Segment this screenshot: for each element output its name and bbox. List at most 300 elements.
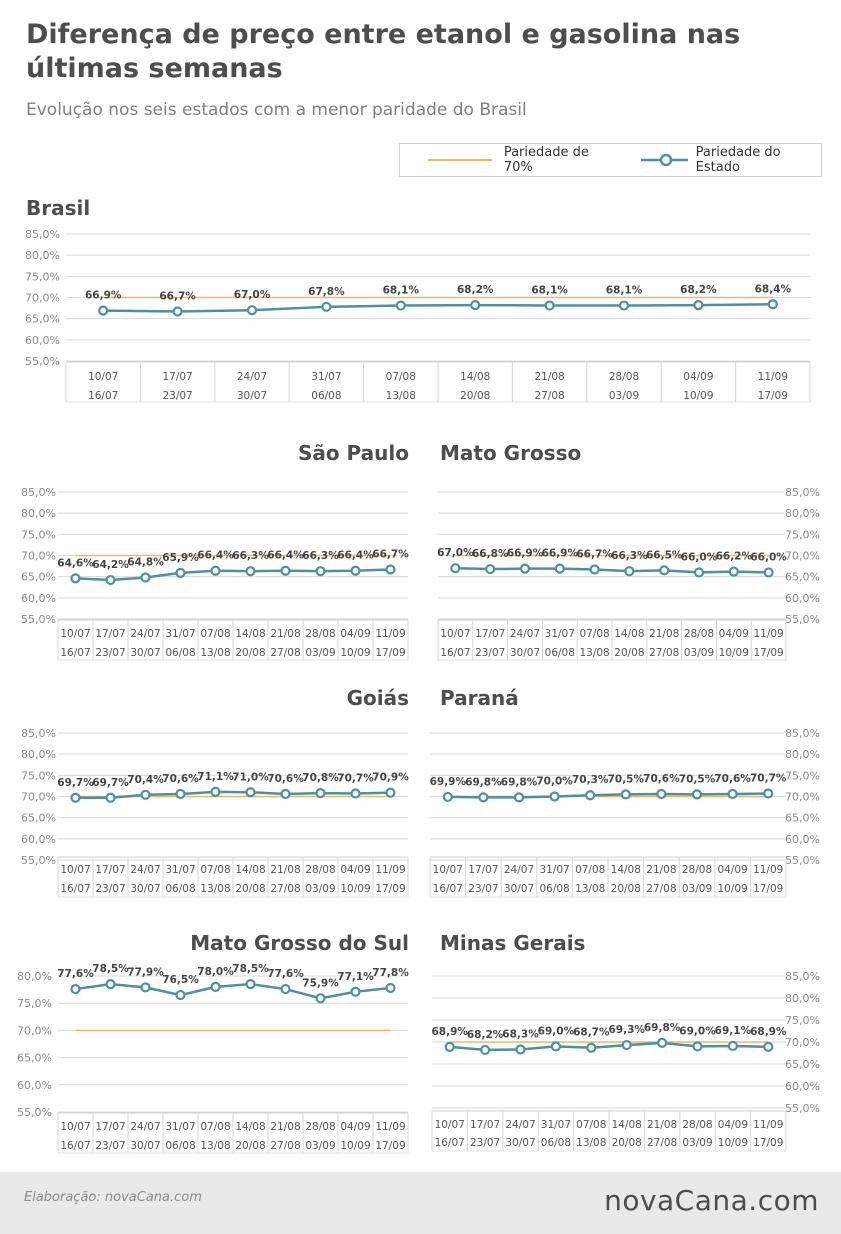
data-label: 77,9% [127, 966, 164, 979]
x-tick-label-end: 30/07 [505, 1137, 536, 1149]
data-point [322, 303, 330, 311]
y-tick-label: 65,0% [21, 570, 56, 584]
x-tick-label-end: 13/08 [579, 647, 610, 659]
data-label: 70,7% [749, 772, 787, 785]
data-point [317, 567, 325, 575]
data-point [517, 1045, 525, 1053]
data-point [99, 307, 107, 315]
data-point [142, 983, 150, 991]
data-label: 78,5% [92, 963, 129, 976]
data-label: 70,3% [571, 774, 609, 787]
data-point [387, 565, 395, 573]
data-label: 64,6% [57, 557, 94, 570]
data-label: 67,0% [233, 289, 271, 302]
data-point [591, 565, 599, 573]
x-tick-label-end: 23/07 [475, 647, 506, 659]
x-tick-label-end: 20/08 [614, 647, 645, 659]
data-label: 68,2% [466, 1028, 504, 1041]
data-point [623, 1041, 631, 1049]
y-tick-label: 65,0% [21, 811, 56, 825]
chart-title-sao-paulo: São Paulo [297, 441, 409, 465]
data-label: 66,9% [84, 289, 122, 302]
x-tick-label-end: 10/09 [340, 883, 371, 895]
data-label: 68,9% [750, 1025, 787, 1038]
data-label: 66,3% [611, 550, 648, 563]
x-tick-label-end: 20/08 [235, 647, 266, 659]
x-tick-label-start: 17/07 [469, 1119, 501, 1131]
x-tick-label-end: 16/07 [434, 1137, 465, 1149]
y-tick-label: 85,0% [785, 970, 820, 983]
y-tick-label: 75,0% [785, 1014, 820, 1027]
x-tick-label-start: 24/07 [503, 864, 535, 876]
y-tick-label: 70,0% [21, 790, 56, 804]
chart-title-mato-grosso: Mato Grosso [440, 441, 582, 465]
data-label: 71,1% [197, 770, 234, 783]
data-point [694, 1042, 702, 1050]
x-tick-label-start: 21/08 [270, 1121, 301, 1133]
data-point [521, 565, 529, 573]
data-label: 78,5% [232, 963, 269, 976]
x-tick-label-start: 14/08 [614, 628, 645, 640]
data-point [479, 793, 487, 801]
x-tick-label-start: 17/07 [95, 1121, 126, 1133]
x-tick-label-end: 13/08 [385, 390, 416, 402]
data-point [247, 788, 255, 796]
data-label: 69,8% [643, 1021, 681, 1034]
data-point [107, 576, 115, 584]
x-tick-label-end: 20/08 [610, 883, 641, 895]
x-tick-label-end: 17/09 [375, 1140, 406, 1152]
x-tick-label-end: 20/08 [235, 883, 266, 895]
data-point [556, 565, 564, 573]
y-tick-label: 75,0% [17, 997, 52, 1011]
y-tick-label: 55,0% [785, 1102, 820, 1115]
x-tick-label-start: 04/09 [340, 1121, 371, 1133]
x-tick-label-start: 10/07 [432, 864, 463, 876]
data-label: 69,8% [500, 776, 538, 789]
data-point [282, 985, 290, 993]
data-label: 68,9% [431, 1025, 468, 1038]
data-label: 70,6% [162, 772, 199, 785]
data-point [444, 793, 452, 801]
x-tick-label-start: 17/07 [475, 628, 506, 640]
series-line [455, 568, 768, 572]
y-tick-label: 65,0% [17, 1051, 52, 1065]
data-label: 70,4% [127, 773, 164, 786]
x-tick-label-start: 17/07 [95, 864, 126, 876]
y-tick-label: 55,0% [17, 1106, 52, 1119]
data-label: 66,3% [232, 550, 269, 563]
x-tick-label-start: 14/08 [235, 1121, 266, 1133]
x-tick-label-end: 03/09 [305, 883, 336, 895]
x-tick-label-end: 16/07 [60, 1140, 91, 1152]
legend-series-label: Pariedade do Estado [695, 145, 781, 175]
x-tick-label-start: 17/07 [468, 864, 499, 876]
data-label: 78,0% [197, 965, 234, 978]
x-tick-label-end: 16/07 [432, 883, 463, 895]
x-tick-label-start: 04/09 [717, 1119, 749, 1131]
x-tick-label-start: 21/08 [646, 1119, 678, 1131]
data-label: 69,8% [465, 776, 502, 789]
data-point [486, 565, 494, 573]
data-label: 64,2% [92, 559, 129, 572]
data-point [625, 567, 633, 575]
data-label: 70,5% [678, 773, 716, 786]
data-point [352, 567, 360, 575]
data-point [620, 302, 628, 310]
data-point [622, 790, 630, 798]
data-point [317, 994, 325, 1002]
x-tick-label-start: 17/07 [162, 371, 193, 383]
data-label: 69,7% [92, 776, 129, 789]
x-tick-label-end: 10/09 [683, 390, 714, 402]
brand-logo: novaCana.com [604, 1184, 819, 1217]
x-tick-label-end: 03/09 [305, 647, 336, 659]
data-label: 67,0% [437, 547, 474, 560]
x-tick-label-end: 13/08 [200, 883, 231, 895]
data-label: 70,6% [267, 772, 304, 785]
x-tick-label-end: 23/07 [468, 883, 499, 895]
x-tick-label-start: 11/09 [375, 628, 406, 640]
data-label: 66,9% [541, 547, 579, 560]
y-tick-label: 70,0% [785, 1036, 820, 1049]
data-label: 66,2% [715, 550, 753, 563]
x-tick-label-end: 10/09 [340, 647, 371, 659]
x-tick-label-start: 10/07 [440, 628, 471, 640]
data-label: 77,6% [267, 968, 304, 981]
y-tick-label: 60,0% [785, 1080, 820, 1093]
data-label: 68,3% [502, 1028, 539, 1041]
x-tick-label-start: 07/08 [200, 628, 231, 640]
data-point [72, 985, 80, 993]
x-tick-label-end: 27/08 [646, 883, 677, 895]
data-label: 68,1% [382, 284, 420, 297]
data-point [174, 307, 182, 315]
x-tick-label-start: 28/08 [305, 628, 336, 640]
data-label: 66,0% [750, 551, 787, 564]
data-point [72, 574, 80, 582]
x-tick-label-end: 17/09 [753, 883, 784, 895]
data-point [658, 1039, 666, 1047]
chart-title-parana: Paraná [440, 686, 519, 710]
x-tick-label-start: 24/07 [509, 628, 541, 640]
data-label: 66,7% [159, 290, 196, 303]
y-tick-label: 75,0% [25, 270, 60, 284]
x-tick-label-start: 04/09 [340, 628, 371, 640]
data-point [142, 791, 150, 799]
y-tick-label: 65,0% [785, 570, 820, 584]
x-tick-label-start: 24/07 [130, 1121, 161, 1133]
chart-title-goias: Goiás [346, 686, 409, 710]
x-tick-label-end: 03/09 [305, 1140, 336, 1152]
data-point [546, 302, 554, 310]
x-tick-label-start: 11/09 [375, 864, 406, 876]
data-label: 69,7% [57, 776, 94, 789]
data-point [248, 306, 256, 314]
x-tick-label-start: 14/08 [610, 864, 641, 876]
x-tick-label-end: 30/07 [130, 883, 161, 895]
data-label: 77,8% [372, 966, 409, 979]
x-tick-label-start: 04/09 [340, 864, 371, 876]
x-tick-label-start: 11/09 [753, 628, 784, 640]
x-tick-label-start: 31/07 [165, 628, 196, 640]
x-tick-label-start: 11/09 [753, 864, 784, 876]
data-point [387, 984, 395, 992]
x-tick-label-start: 07/08 [200, 864, 231, 876]
x-tick-label-end: 13/08 [575, 883, 606, 895]
x-tick-label-end: 06/08 [165, 647, 196, 659]
y-tick-label: 85,0% [785, 727, 820, 740]
page-subtitle: Evolução nos seis estados com a menor paridade do Brasil [26, 100, 527, 120]
y-tick-label: 65,0% [25, 312, 60, 326]
x-tick-label-end: 30/07 [509, 647, 541, 659]
x-tick-label-start: 04/09 [718, 628, 749, 640]
x-tick-label-end: 10/09 [340, 1140, 371, 1152]
data-label: 66,7% [372, 548, 409, 561]
y-tick-label: 80,0% [785, 992, 820, 1005]
data-label: 66,8% [471, 548, 509, 561]
data-point [481, 1046, 489, 1054]
data-point [552, 1042, 560, 1050]
x-tick-label-start: 28/08 [305, 1121, 336, 1133]
data-point [446, 1043, 454, 1051]
x-tick-label-end: 23/07 [95, 647, 126, 659]
y-tick-label: 60,0% [785, 591, 820, 605]
y-tick-label: 85,0% [21, 727, 56, 740]
data-label: 68,1% [531, 284, 568, 297]
x-tick-label-start: 14/08 [611, 1119, 642, 1131]
y-tick-label: 85,0% [21, 486, 56, 499]
x-tick-label-end: 10/09 [718, 647, 749, 659]
x-tick-label-end: 17/09 [753, 1137, 784, 1149]
x-tick-label-start: 04/09 [717, 864, 748, 876]
data-label: 68,1% [605, 284, 643, 297]
data-label: 70,6% [643, 772, 680, 785]
data-point [282, 790, 290, 798]
x-tick-label-start: 07/08 [579, 628, 610, 640]
x-tick-label-end: 20/08 [460, 390, 491, 402]
x-tick-label-end: 03/09 [682, 1137, 713, 1149]
data-label: 69,1% [714, 1024, 752, 1037]
page-title: Diferença de preço entre etanol e gasolina nas últimas semanas [26, 19, 741, 84]
x-tick-label-end: 30/07 [130, 647, 161, 659]
x-tick-label-start: 24/07 [130, 628, 161, 640]
x-tick-label-start: 07/08 [385, 371, 416, 383]
x-tick-label-end: 06/08 [311, 390, 342, 402]
x-tick-label-start: 28/08 [683, 628, 715, 640]
data-point [695, 568, 703, 576]
x-tick-label-start: 24/07 [505, 1119, 536, 1131]
x-tick-label-end: 23/07 [95, 883, 126, 895]
series-line [76, 984, 391, 998]
x-tick-label-end: 16/07 [60, 647, 91, 659]
data-label: 69,0% [679, 1025, 716, 1038]
data-point [729, 1042, 737, 1050]
data-point [282, 567, 290, 575]
y-tick-label: 60,0% [785, 832, 820, 846]
x-tick-label-start: 28/08 [305, 864, 336, 876]
footer-credit: Elaboração: novaCana.com [24, 1190, 202, 1205]
x-tick-label-end: 30/07 [130, 1140, 161, 1152]
data-point [107, 980, 115, 988]
y-tick-label: 55,0% [785, 854, 820, 867]
x-tick-label-end: 27/08 [270, 883, 301, 895]
x-tick-label-end: 20/08 [611, 1137, 642, 1149]
data-label: 68,2% [680, 284, 717, 297]
data-point [352, 790, 360, 798]
x-tick-label-start: 24/07 [236, 371, 268, 383]
data-label: 70,5% [607, 773, 645, 786]
x-tick-label-start: 31/07 [165, 864, 196, 876]
x-tick-label-end: 20/08 [235, 1140, 266, 1152]
data-label: 71,0% [232, 771, 269, 784]
chart-title-brasil: Brasil [26, 196, 91, 220]
x-tick-label-start: 04/09 [683, 371, 714, 383]
data-point [352, 988, 360, 996]
x-tick-label-end: 13/08 [200, 1140, 231, 1152]
y-tick-label: 60,0% [17, 1078, 52, 1092]
x-tick-label-start: 28/08 [681, 864, 713, 876]
y-tick-label: 85,0% [785, 486, 820, 499]
y-tick-label: 80,0% [21, 748, 56, 762]
x-tick-label-start: 10/07 [60, 864, 91, 876]
data-label: 70,6% [714, 772, 751, 785]
x-tick-label-start: 14/08 [460, 371, 491, 383]
data-label: 69,0% [537, 1025, 575, 1038]
y-tick-label: 75,0% [785, 528, 820, 542]
x-tick-label-end: 27/08 [270, 647, 301, 659]
x-tick-label-start: 10/07 [60, 628, 91, 640]
y-tick-label: 70,0% [17, 1024, 52, 1038]
chart-title-minas-gerais: Minas Gerais [440, 931, 586, 955]
data-label: 66,3% [302, 550, 339, 563]
data-point [694, 301, 702, 309]
x-tick-label-end: 16/07 [440, 647, 471, 659]
y-tick-label: 80,0% [785, 507, 820, 521]
data-label: 70,8% [302, 772, 339, 785]
data-point [657, 790, 665, 798]
data-point [769, 300, 777, 308]
y-tick-label: 55,0% [785, 613, 820, 626]
data-point [397, 302, 405, 310]
data-label: 65,9% [162, 551, 199, 564]
y-tick-label: 75,0% [21, 528, 56, 542]
x-tick-label-start: 21/08 [649, 628, 680, 640]
data-label: 66,9% [506, 547, 544, 560]
y-tick-label: 80,0% [25, 249, 60, 263]
x-tick-label-end: 03/09 [683, 647, 715, 659]
x-tick-label-end: 23/07 [469, 1137, 501, 1149]
x-tick-label-start: 28/08 [608, 371, 640, 383]
x-tick-label-start: 11/09 [757, 371, 788, 383]
data-label: 77,6% [57, 968, 94, 981]
y-tick-label: 70,0% [21, 549, 56, 563]
x-tick-label-start: 11/09 [753, 1119, 784, 1131]
x-tick-label-start: 07/08 [200, 1121, 231, 1133]
data-point [551, 793, 559, 801]
y-tick-label: 55,0% [21, 613, 56, 626]
data-label: 66,5% [645, 549, 683, 562]
x-tick-label-start: 17/07 [95, 628, 126, 640]
data-point [317, 789, 325, 797]
x-tick-label-end: 06/08 [540, 1137, 572, 1149]
y-tick-label: 80,0% [21, 507, 56, 521]
data-label: 69,3% [608, 1024, 645, 1037]
y-tick-label: 75,0% [785, 769, 820, 783]
x-tick-label-end: 03/09 [608, 390, 640, 402]
data-point [142, 574, 150, 582]
x-tick-label-start: 07/08 [575, 864, 606, 876]
x-tick-label-start: 24/07 [130, 864, 161, 876]
x-tick-label-end: 27/08 [646, 1137, 678, 1149]
x-tick-label-start: 10/07 [88, 371, 119, 383]
x-tick-label-end: 03/09 [681, 883, 713, 895]
data-point [515, 793, 523, 801]
data-point [660, 566, 668, 574]
data-point [177, 790, 185, 798]
data-point [247, 980, 255, 988]
y-tick-label: 80,0% [785, 748, 820, 762]
x-tick-label-start: 07/08 [576, 1119, 607, 1131]
series-line [450, 1043, 769, 1050]
x-tick-label-end: 13/08 [200, 647, 231, 659]
data-point [765, 568, 773, 576]
x-tick-label-end: 17/09 [753, 647, 784, 659]
x-tick-label-start: 10/07 [434, 1119, 465, 1131]
x-tick-label-end: 06/08 [544, 647, 575, 659]
chart-title-mato-grosso-do-sul: Mato Grosso do Sul [190, 931, 409, 955]
data-label: 68,4% [754, 283, 792, 296]
x-tick-label-end: 13/08 [576, 1137, 607, 1149]
data-label: 66,7% [576, 548, 613, 561]
data-point [587, 1044, 595, 1052]
x-tick-label-end: 06/08 [539, 883, 570, 895]
data-label: 66,4% [337, 549, 374, 562]
data-label: 66,0% [680, 551, 718, 564]
data-point [586, 791, 594, 799]
data-label: 70,7% [337, 772, 374, 785]
data-label: 66,4% [267, 549, 304, 562]
data-label: 76,5% [162, 974, 199, 987]
x-tick-label-end: 10/09 [717, 1137, 749, 1149]
data-point [764, 790, 772, 798]
y-tick-label: 70,0% [25, 291, 60, 305]
data-point [764, 1043, 772, 1051]
data-label: 70,9% [372, 771, 409, 784]
y-tick-label: 75,0% [21, 769, 56, 783]
x-tick-label-end: 30/07 [236, 390, 268, 402]
x-tick-label-start: 31/07 [539, 864, 570, 876]
x-tick-label-end: 27/08 [649, 647, 680, 659]
data-point [212, 567, 220, 575]
data-label: 70,0% [536, 775, 573, 788]
x-tick-label-start: 10/07 [60, 1121, 91, 1133]
footer [0, 1172, 841, 1234]
x-tick-label-end: 17/09 [757, 390, 788, 402]
data-point [107, 794, 115, 802]
x-tick-label-end: 17/09 [375, 647, 406, 659]
series-line [103, 304, 773, 311]
x-tick-label-end: 17/09 [375, 883, 406, 895]
x-tick-label-start: 21/08 [646, 864, 677, 876]
x-tick-label-end: 27/08 [270, 1140, 301, 1152]
data-label: 77,1% [337, 970, 374, 983]
x-tick-label-start: 21/08 [270, 628, 301, 640]
x-tick-label-end: 06/08 [165, 1140, 196, 1152]
x-tick-label-start: 14/08 [235, 628, 266, 640]
x-tick-label-start: 14/08 [235, 864, 266, 876]
data-label: 68,2% [456, 284, 494, 297]
